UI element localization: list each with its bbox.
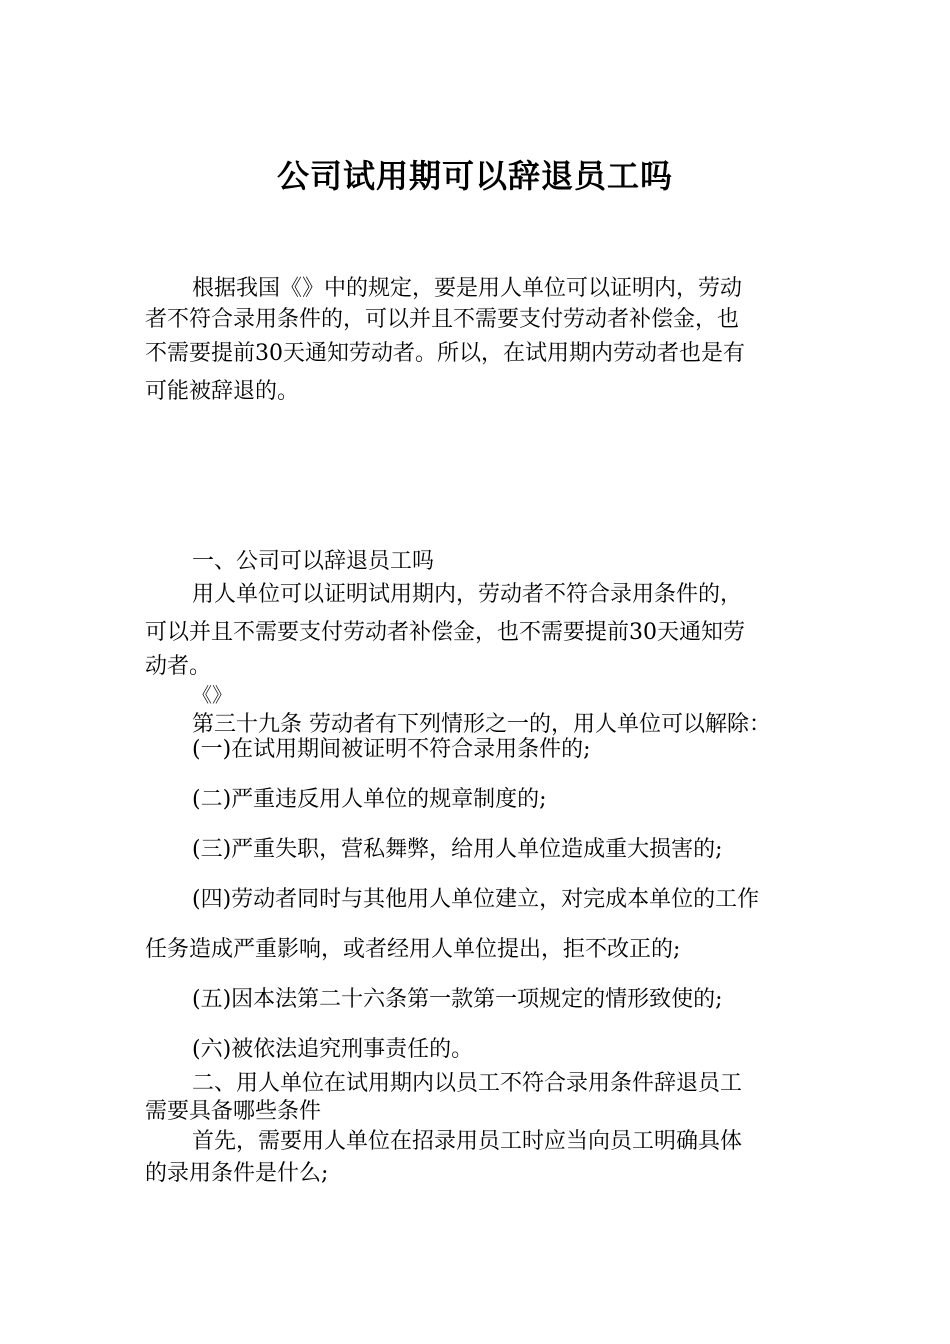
list-item: (三)严重失职，营私舞弊，给用人单位造成重大损害的; bbox=[192, 837, 723, 862]
intro-paragraph bbox=[145, 272, 810, 410]
paragraph-line: 用人单位可以证明试用期内，劳动者不符合录用条件的， bbox=[192, 582, 743, 607]
article-text: 第三十九条 劳动者有下列情形之一的，用人单位可以解除： bbox=[192, 712, 771, 737]
section-heading: 需要具备哪些条件 bbox=[145, 1099, 322, 1124]
paragraph-line: 动者。 bbox=[145, 654, 212, 679]
list-item: (四)劳动者同时与其他用人单位建立，对完成本单位的工作 bbox=[192, 887, 760, 912]
law-reference: 《》 bbox=[192, 683, 232, 707]
section-heading: 一、公司可以辞退员工吗 bbox=[192, 549, 435, 574]
paragraph-line: 首先，需要用人单位在招录用员工时应当向员工明确具体 bbox=[192, 1129, 743, 1154]
list-item: (五)因本法第二十六条第一款第一项规定的情形致使的; bbox=[192, 987, 723, 1012]
section2 bbox=[145, 1070, 810, 1190]
list-item: (六)被依法追究刑事责任的。 bbox=[192, 1037, 474, 1062]
section1 bbox=[145, 548, 810, 742]
intro-line: 者不符合录用条件的，可以并且不需要支付劳动者补偿金，也 bbox=[145, 307, 740, 332]
intro-line: 可能被辞退的。 bbox=[145, 379, 300, 404]
article-items bbox=[145, 732, 810, 1068]
list-item: (一)在试用期间被证明不符合录用条件的; bbox=[192, 737, 591, 762]
list-item: 任务造成严重影响，或者经用人单位提出，拒不改正的; bbox=[145, 937, 681, 962]
section-heading: 二、用人单位在试用期内以员工不符合录用条件辞退员工 bbox=[192, 1071, 743, 1096]
paragraph-line: 可以并且不需要支付劳动者补偿金，也不需要提前30天通知劳 bbox=[145, 620, 745, 645]
paragraph-line: 的录用条件是什么; bbox=[145, 1161, 329, 1186]
intro-line: 根据我国《》中的规定，要是用人单位可以证明内，劳动 bbox=[192, 276, 743, 301]
list-item: (二)严重违反用人单位的规章制度的; bbox=[192, 787, 547, 812]
intro-line: 不需要提前30天通知劳动者。所以，在试用期内劳动者也是有 bbox=[145, 341, 745, 366]
document-title: 公司试用期可以辞退员工吗 bbox=[276, 157, 673, 195]
